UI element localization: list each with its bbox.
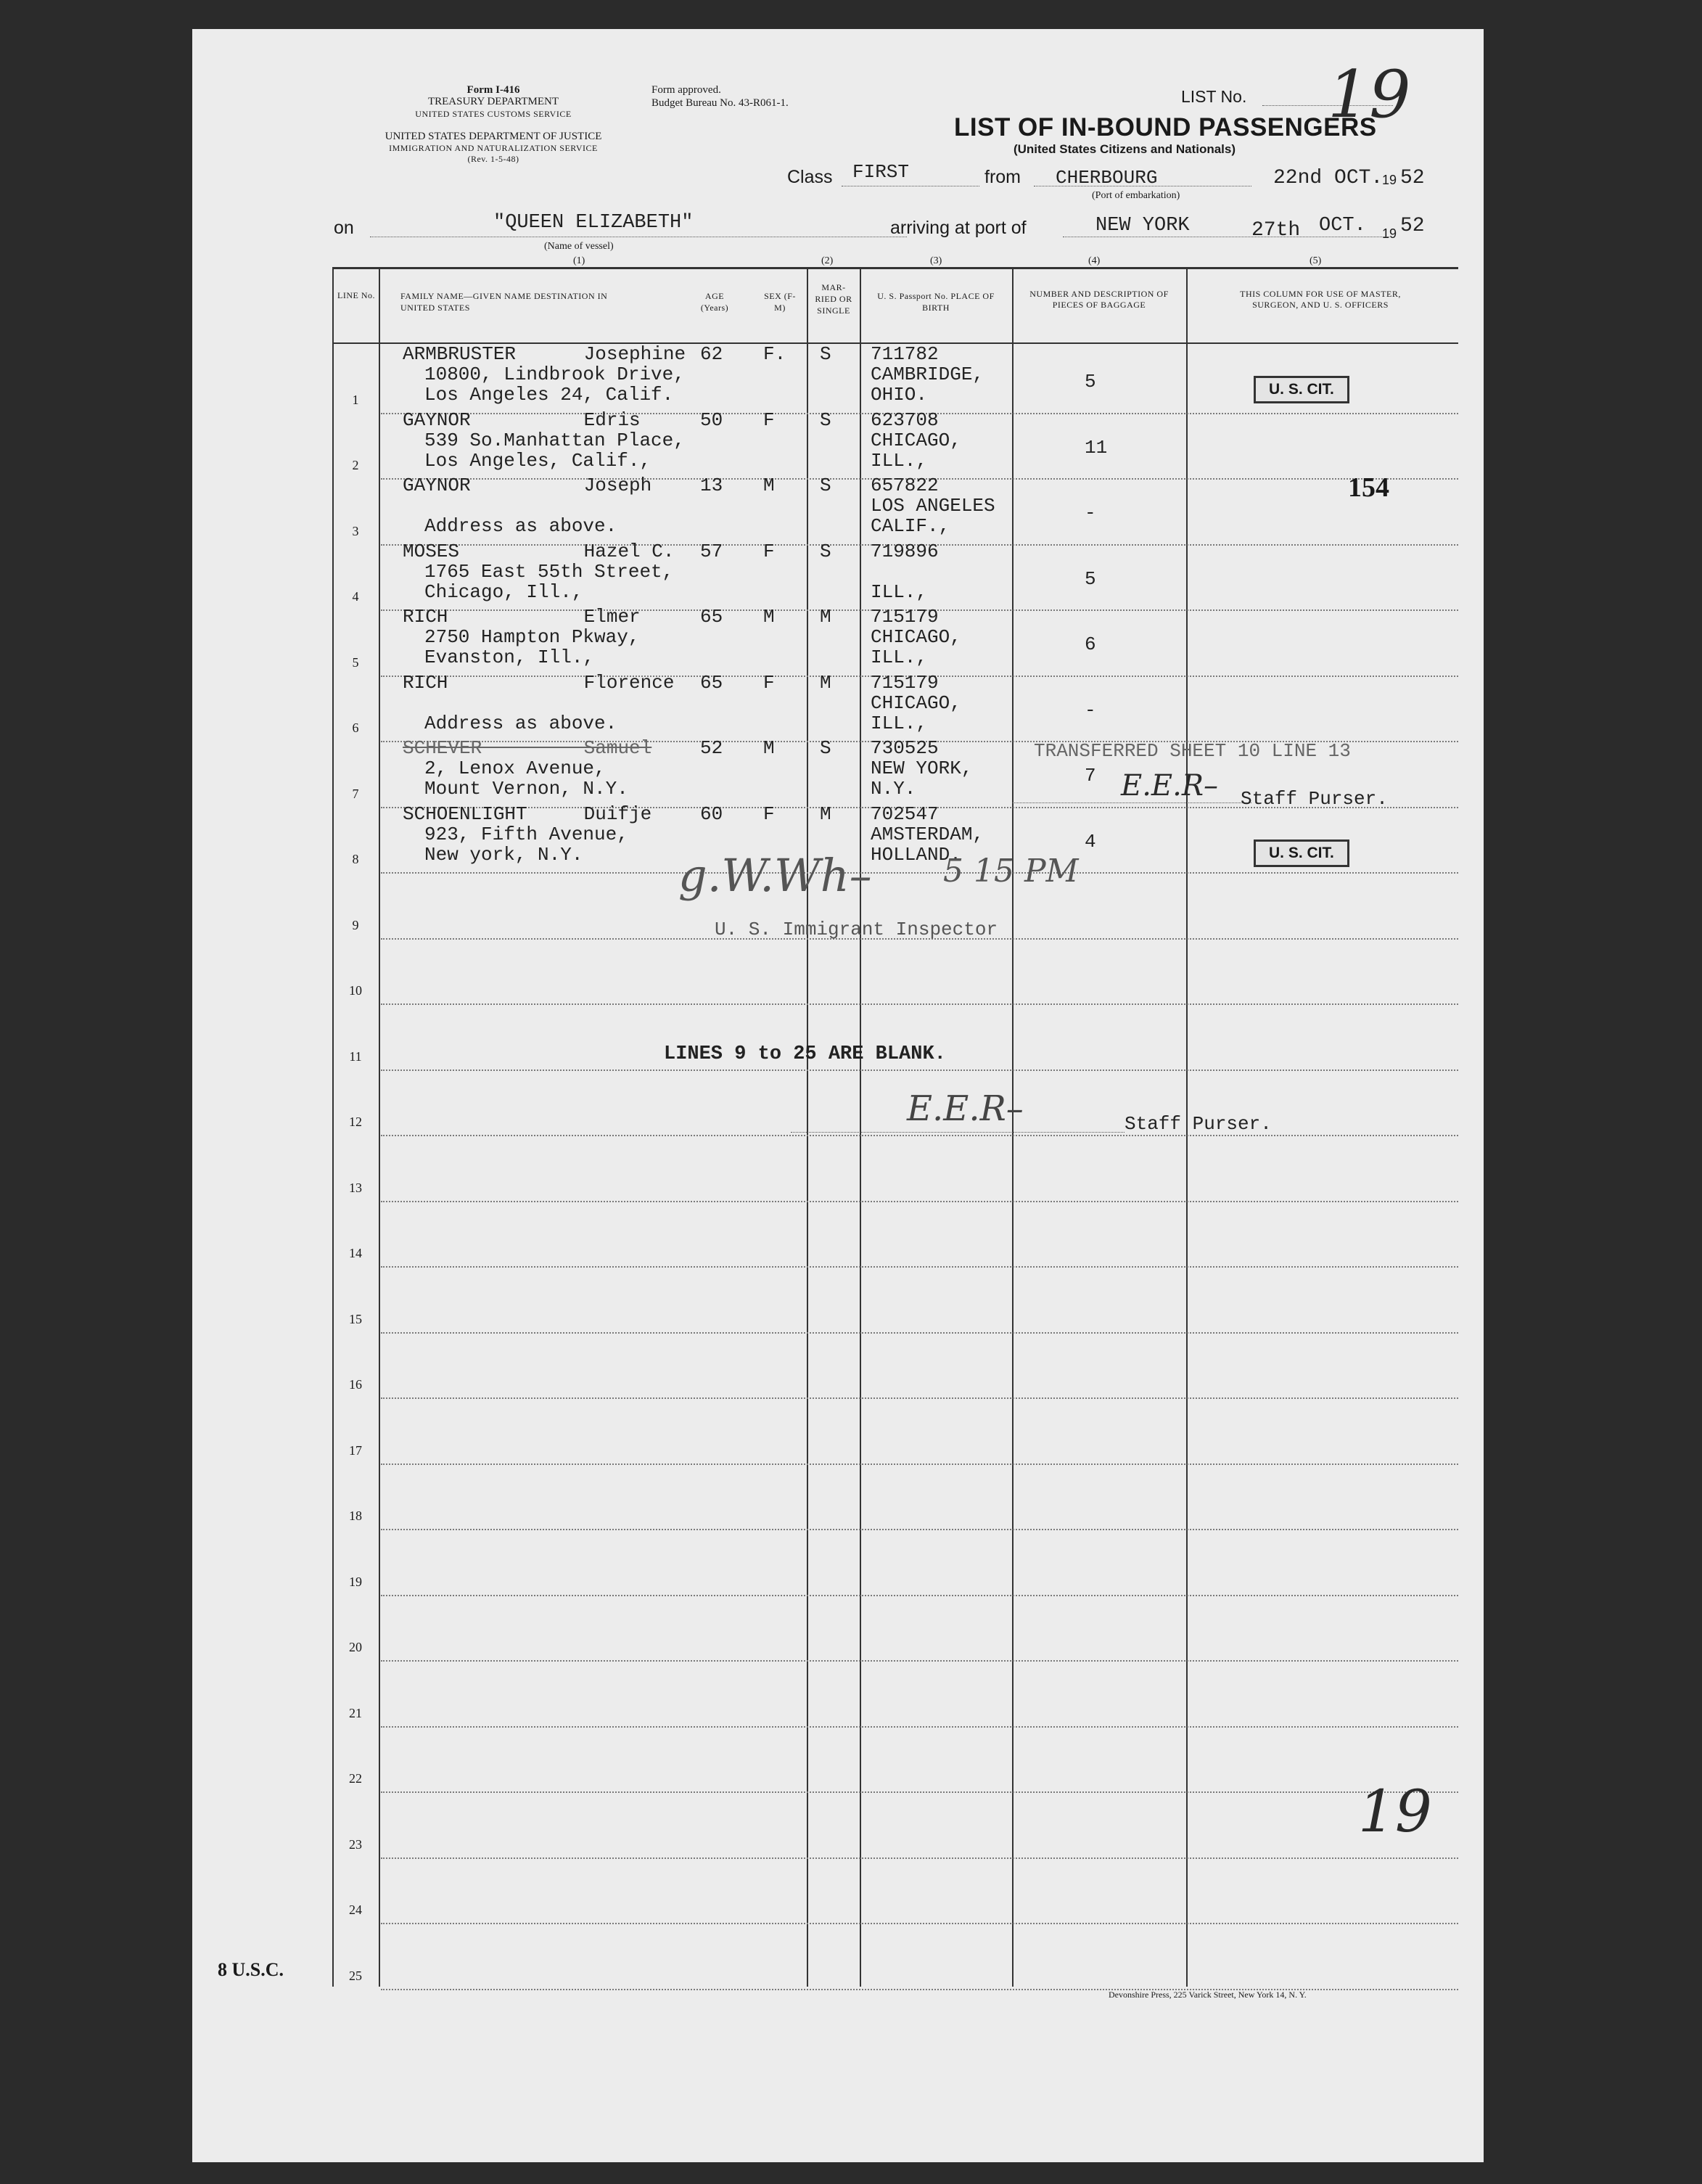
passenger-marital-status: S	[820, 409, 831, 431]
table-rule	[381, 1070, 1458, 1071]
passenger-marital-status: M	[820, 802, 831, 825]
class-label: Class	[787, 167, 833, 187]
table-rule	[381, 1003, 1458, 1005]
line-number: 22	[349, 1771, 362, 1786]
column-number: (2)	[821, 255, 834, 266]
from-label: from	[984, 167, 1021, 187]
line-number: 21	[349, 1705, 362, 1720]
passenger-passport: 715179 CHICAGO, ILL.,	[871, 671, 961, 734]
passenger-marital-status: S	[820, 343, 831, 365]
passenger-age: 65	[700, 671, 723, 694]
treasury-label: TREASURY DEPARTMENT	[427, 96, 559, 107]
line-number: 25	[349, 1968, 362, 1983]
embark-note: (Port of embarkation)	[1092, 190, 1180, 201]
staff-purser-label: Staff Purser.	[1241, 788, 1388, 810]
passenger-address: Address as above.	[424, 515, 617, 537]
passenger-age: 52	[700, 737, 723, 759]
line-number: 17	[349, 1442, 362, 1458]
rev-label: (Rev. 1-5-48)	[467, 154, 519, 164]
passenger-name: ARMBRUSTER Josephine	[403, 343, 686, 365]
page-title: LIST OF IN-BOUND PASSENGERS	[954, 113, 1377, 141]
table-rule	[381, 1201, 1458, 1202]
purser-signature-line	[791, 1132, 1125, 1133]
passenger-baggage: 5	[1085, 371, 1096, 393]
column-number: (4)	[1088, 255, 1101, 266]
passenger-marital-status: M	[820, 671, 831, 694]
passenger-passport: 657822 LOS ANGELES CALIF.,	[871, 475, 995, 537]
printer-imprint: Devonshire Press, 225 Varick Street, New York 14, N. Y.	[1109, 1990, 1307, 2000]
from-value: CHERBOURG	[1056, 167, 1158, 189]
line-number: 11	[349, 1048, 362, 1064]
transfer-note: TRANSFERRED SHEET 10 LINE 13	[1034, 740, 1351, 762]
column-divider	[807, 267, 808, 1987]
passenger-sex: M	[763, 606, 775, 628]
column-header-married: MAR-RIED OR SINGLE	[815, 282, 852, 316]
us-citizen-stamp: U. S. CIT.	[1254, 376, 1349, 403]
arrival-port: NEW YORK	[1095, 215, 1190, 237]
passenger-name: GAYNOR Joseph	[403, 475, 652, 496]
purser-signature: E.E.R–	[1121, 769, 1218, 802]
passenger-baggage: -	[1085, 699, 1096, 721]
column-header-officers: THIS COLUMN FOR USE OF MASTER, SURGEON, AND U. S. OFFICERS	[1240, 289, 1401, 310]
line-number: 15	[349, 1311, 362, 1326]
passenger-address: 1765 East 55th Street, Chicago, Ill.,	[424, 560, 674, 603]
table-rule	[381, 872, 1458, 874]
line-number: 1	[352, 392, 359, 407]
table-rule	[381, 1791, 1458, 1793]
budget-label: Budget Bureau No. 43-R061-1.	[651, 97, 789, 109]
column-header-line: LINE No.	[337, 290, 375, 300]
table-rule	[381, 1660, 1458, 1662]
passenger-passport: 711782 CAMBRIDGE, OHIO.	[871, 343, 984, 406]
list-no-label: LIST No.	[1181, 87, 1247, 106]
us-citizen-stamp: U. S. CIT.	[1254, 839, 1349, 867]
line-number: 10	[349, 983, 362, 998]
approved-label: Form approved.	[651, 84, 721, 96]
passenger-name: SCHEVER Samuel	[403, 737, 652, 759]
line-number: 5	[352, 654, 359, 670]
table-rule	[381, 1332, 1458, 1334]
purser-signature: E.E.R–	[907, 1088, 1024, 1129]
line-number: 3	[352, 523, 359, 538]
vessel-note: (Name of vessel)	[544, 241, 614, 252]
line-number: 6	[352, 721, 359, 735]
passenger-age: 60	[700, 802, 723, 825]
table-rule	[381, 1726, 1458, 1728]
column-number: (3)	[930, 255, 942, 266]
passenger-address: 2, Lenox Avenue, Mount Vernon, N.Y.	[424, 758, 628, 800]
passenger-baggage: 4	[1085, 830, 1096, 853]
line-number: 23	[349, 1836, 362, 1852]
justice-label: UNITED STATES DEPARTMENT OF JUSTICE	[385, 131, 602, 142]
line-number: 8	[352, 852, 359, 866]
passenger-address: 539 So.Manhattan Place, Los Angeles, Calif.,	[424, 429, 685, 472]
passenger-baggage: 6	[1085, 633, 1096, 655]
blank-lines-note: LINES 9 to 25 ARE BLANK.	[664, 1043, 946, 1065]
passenger-marital-status: S	[820, 475, 831, 496]
arrival-year-prefix: 19	[1382, 226, 1397, 241]
passenger-marital-status: S	[820, 540, 831, 562]
table-rule	[381, 1857, 1458, 1859]
table-rule	[381, 1397, 1458, 1399]
passenger-sex: F	[763, 409, 775, 431]
passenger-count: 154	[1348, 472, 1389, 503]
column-header-age: AGE (Years)	[700, 291, 729, 313]
list-no-value: 19	[1328, 57, 1411, 133]
ins-label: IMMIGRATION AND NATURALIZATION SERVICE	[389, 143, 598, 153]
passenger-age: 13	[700, 475, 723, 496]
line-number: 13	[349, 1180, 362, 1195]
customs-label: UNITED STATES CUSTOMS SERVICE	[415, 109, 572, 119]
embark-year: 52	[1400, 167, 1425, 189]
table-rule	[381, 1266, 1458, 1268]
passenger-age: 62	[700, 343, 723, 365]
passenger-marital-status: M	[820, 606, 831, 628]
on-label: on	[334, 218, 354, 238]
line-number: 24	[349, 1902, 362, 1917]
column-divider	[860, 267, 861, 1987]
passenger-sex: F.	[763, 343, 786, 365]
arriving-label: arriving at port of	[890, 218, 1027, 238]
line-number: 7	[352, 786, 359, 801]
manifest-page	[192, 29, 1484, 2162]
passenger-marital-status: S	[820, 737, 831, 759]
passenger-name: RICH Florence	[403, 671, 675, 694]
arrival-day: 27th	[1251, 219, 1301, 242]
table-rule	[381, 1135, 1458, 1136]
form-number: Form I-416	[466, 84, 520, 96]
inspector-label: U. S. Immigrant Inspector	[715, 919, 998, 940]
passenger-sex: F	[763, 540, 775, 562]
passenger-name: RICH Elmer	[403, 606, 641, 628]
passenger-passport: 715179 CHICAGO, ILL.,	[871, 606, 961, 668]
page-mark: 19	[1358, 1778, 1432, 1845]
passenger-baggage: 7	[1085, 765, 1096, 787]
line-number: 14	[349, 1246, 362, 1260]
column-number: (1)	[573, 255, 585, 266]
passenger-age: 65	[700, 606, 723, 628]
passenger-address: 2750 Hampton Pkway, Evanston, Ill.,	[424, 626, 640, 668]
passenger-passport: 702547 AMSTERDAM, HOLLAND.	[871, 802, 984, 866]
column-number: (5)	[1310, 255, 1322, 266]
table-top-border	[332, 267, 1458, 269]
passenger-sex: F	[763, 671, 775, 694]
line-number: 16	[349, 1377, 362, 1392]
column-divider	[379, 267, 380, 1987]
arrival-year: 52	[1400, 215, 1425, 237]
passenger-address: Address as above.	[424, 712, 617, 734]
table-rule	[381, 1923, 1458, 1924]
passenger-address: 923, Fifth Avenue, New york, N.Y.	[424, 823, 628, 866]
passenger-sex: M	[763, 737, 775, 759]
table-rule	[381, 1529, 1458, 1530]
passenger-baggage: 11	[1085, 436, 1108, 459]
purser-signature-line	[1012, 802, 1251, 803]
usc-reference: 8 U.S.C.	[218, 1959, 284, 1980]
line-number: 12	[349, 1114, 362, 1129]
inspector-signature: g.W.Wh–	[678, 849, 872, 902]
column-header-passport: U. S. Passport No. PLACE OF BIRTH	[877, 291, 995, 313]
column-header-baggage: NUMBER AND DESCRIPTION OF PIECES OF BAGGAGE	[1029, 289, 1169, 310]
passenger-passport: 623708 CHICAGO, ILL.,	[871, 409, 961, 472]
embark-date: 22nd OCT.	[1273, 167, 1384, 189]
line-number: 2	[352, 458, 359, 472]
passenger-name: SCHOENLIGHT Duifje	[403, 802, 652, 825]
passenger-baggage: 5	[1085, 567, 1096, 590]
passenger-address: 10800, Lindbrook Drive, Los Angeles 24, Calif.	[424, 364, 685, 406]
table-rule	[381, 1595, 1458, 1596]
line-number: 19	[349, 1574, 362, 1589]
line-number: 20	[349, 1640, 362, 1654]
table-left-border	[332, 267, 334, 1987]
passenger-sex: F	[763, 802, 775, 825]
passenger-sex: M	[763, 475, 775, 496]
arrival-month: OCT.	[1319, 215, 1366, 237]
line-number: 4	[352, 589, 359, 604]
year-prefix: 19	[1382, 173, 1397, 187]
passenger-name: GAYNOR Edris	[403, 409, 641, 431]
column-header-sex: SEX (F-M)	[764, 291, 796, 313]
passenger-passport: 719896 ILL.,	[871, 540, 939, 603]
inspector-time: 5 15 PM	[943, 853, 1079, 890]
passenger-age: 57	[700, 540, 723, 562]
line-number: 18	[349, 1508, 362, 1523]
passenger-age: 50	[700, 409, 723, 431]
line-number: 9	[352, 917, 359, 932]
column-header-name: FAMILY NAME—GIVEN NAME DESTINATION IN UNITED STATES	[400, 291, 608, 313]
page-subtitle: (United States Citizens and Nationals)	[1013, 142, 1236, 156]
vessel-name: "QUEEN ELIZABETH"	[493, 212, 694, 234]
table-rule	[381, 1463, 1458, 1465]
staff-purser-label: Staff Purser.	[1125, 1113, 1272, 1135]
class-value: FIRST	[852, 161, 910, 183]
passenger-baggage: -	[1085, 502, 1096, 524]
passenger-name: MOSES Hazel C.	[403, 540, 675, 562]
passenger-passport: 730525 NEW YORK, N.Y.	[871, 737, 973, 800]
